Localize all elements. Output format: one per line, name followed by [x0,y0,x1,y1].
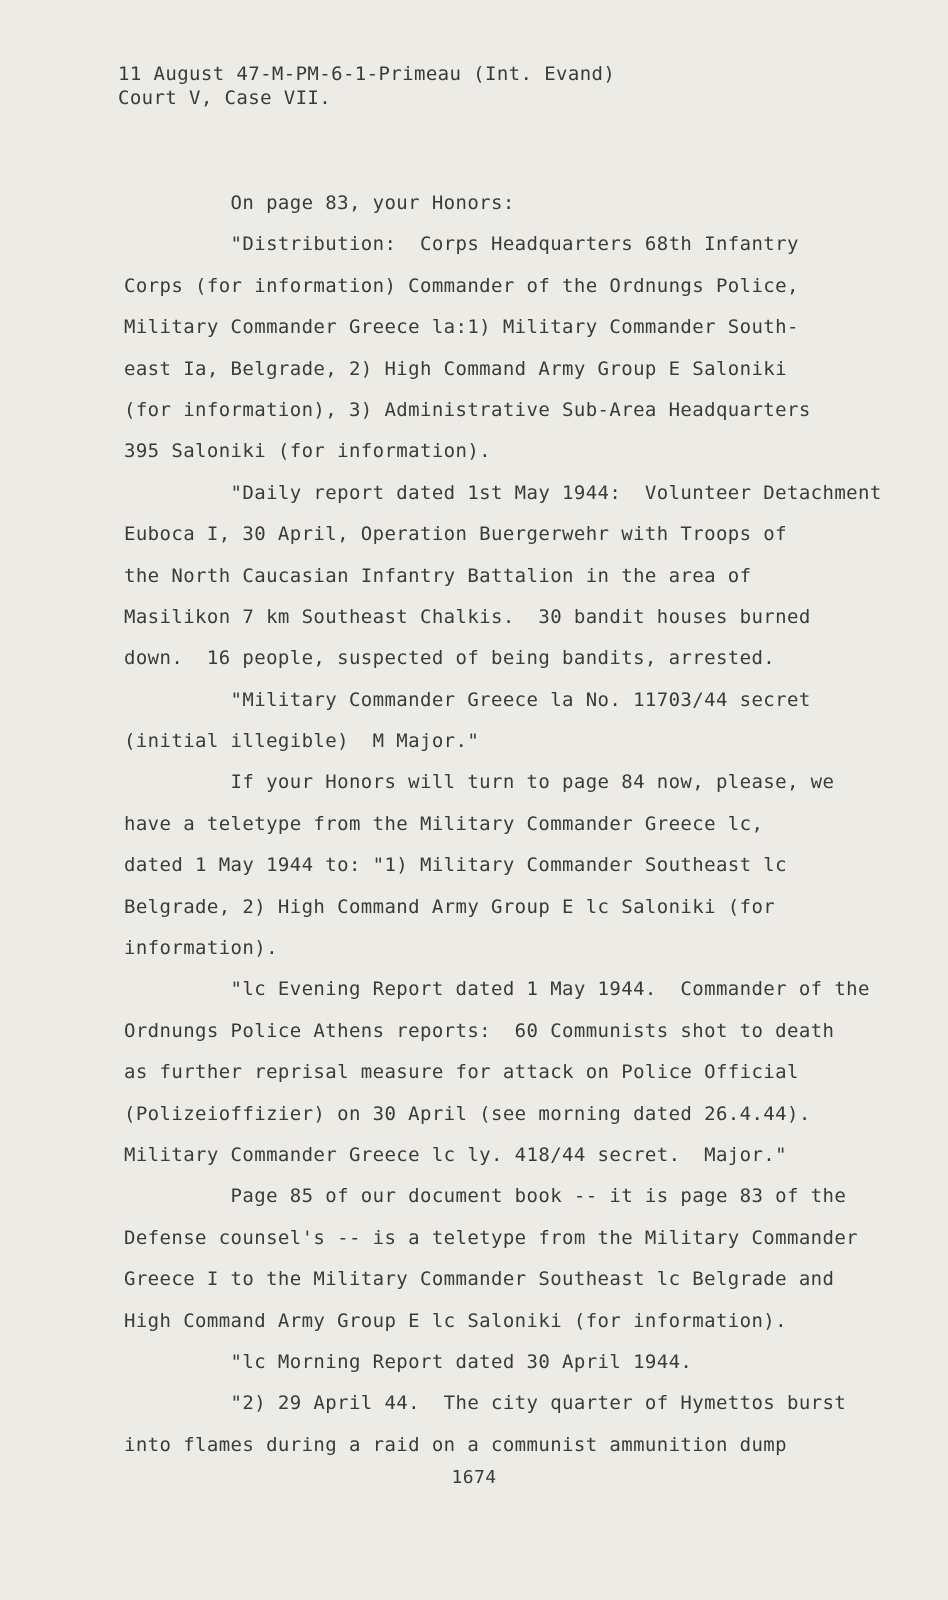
text-line: have a teletype from the Military Commander Greece lc, [124,812,764,835]
text-line: "Military Commander Greece la No. 11703/44 secret [124,688,811,711]
text-line: "lc Evening Report dated 1 May 1944. Commander of the [124,978,870,1001]
text-line: "Daily report dated 1st May 1944: Volunteer Detachment [124,481,882,504]
text-line: Military Commander Greece lc ly. 418/44 secret. Major." [124,1143,787,1166]
text-line: Ordnungs Police Athens reports: 60 Communists shot to death [124,1019,835,1042]
text-line: down. 16 people, suspected of being bandits, arrested. [124,647,776,670]
text-line: Corps (for information) Commander of the Ordnungs Police, [124,274,799,297]
text-line: Defense counsel's -- is a teletype from the Military Commander [124,1226,859,1249]
text-line: "lc Morning Report dated 30 April 1944. [124,1350,693,1373]
text-line: Belgrade, 2) High Command Army Group E lc Saloniki (for [124,895,776,918]
text-line: "Distribution: Corps Headquarters 68th Infantry [124,233,799,256]
text-line: dated 1 May 1944 to: "1) Military Commander Southeast lc [124,854,787,877]
text-line: "2) 29 April 44. The city quarter of Hymettos burst [124,1392,847,1415]
text-line: If your Honors will turn to page 84 now, please, we [124,771,835,794]
text-line: (Polizeioffizier) on 30 April (see morning dated 26.4.44). [124,1102,811,1125]
header-line-2: Court V, Case VII. [118,87,332,109]
text-line: 395 Saloniki (for information). [124,440,492,463]
text-line: (initial illegible) M Major." [124,730,480,753]
text-line: as further reprisal measure for attack on Police Official [124,1061,799,1084]
text-line: the North Caucasian Infantry Battalion in the area of [124,564,752,587]
text-line: Masilikon 7 km Southeast Chalkis. 30 bandit houses burned [124,605,811,628]
document-header [118,62,615,110]
text-line: information). [124,937,278,960]
text-line: Euboca I, 30 April, Operation Buergerwehr with Troops of [124,523,787,546]
text-line: Military Commander Greece la:1) Military Commander South- [124,316,799,339]
page-number: 1674 [451,1467,497,1488]
header-line-1: 11 August 47-M-PM-6-1-Primeau (Int. Evand) [118,63,616,85]
document-body [124,183,914,1466]
text-line: Page 85 of our document book -- it is page 83 of the [124,1185,847,1208]
text-line: Greece I to the Military Commander Southeast lc Belgrade and [124,1268,835,1291]
text-line: east Ia, Belgrade, 2) High Command Army Group E Saloniki [124,357,787,380]
text-line: High Command Army Group E lc Saloniki (for information). [124,1309,787,1332]
text-line: On page 83, your Honors: [124,192,515,214]
text-line: (for information), 3) Administrative Sub-Area Headquarters [124,398,811,421]
text-line: into flames during a raid on a communist ammunition dump [124,1433,787,1456]
